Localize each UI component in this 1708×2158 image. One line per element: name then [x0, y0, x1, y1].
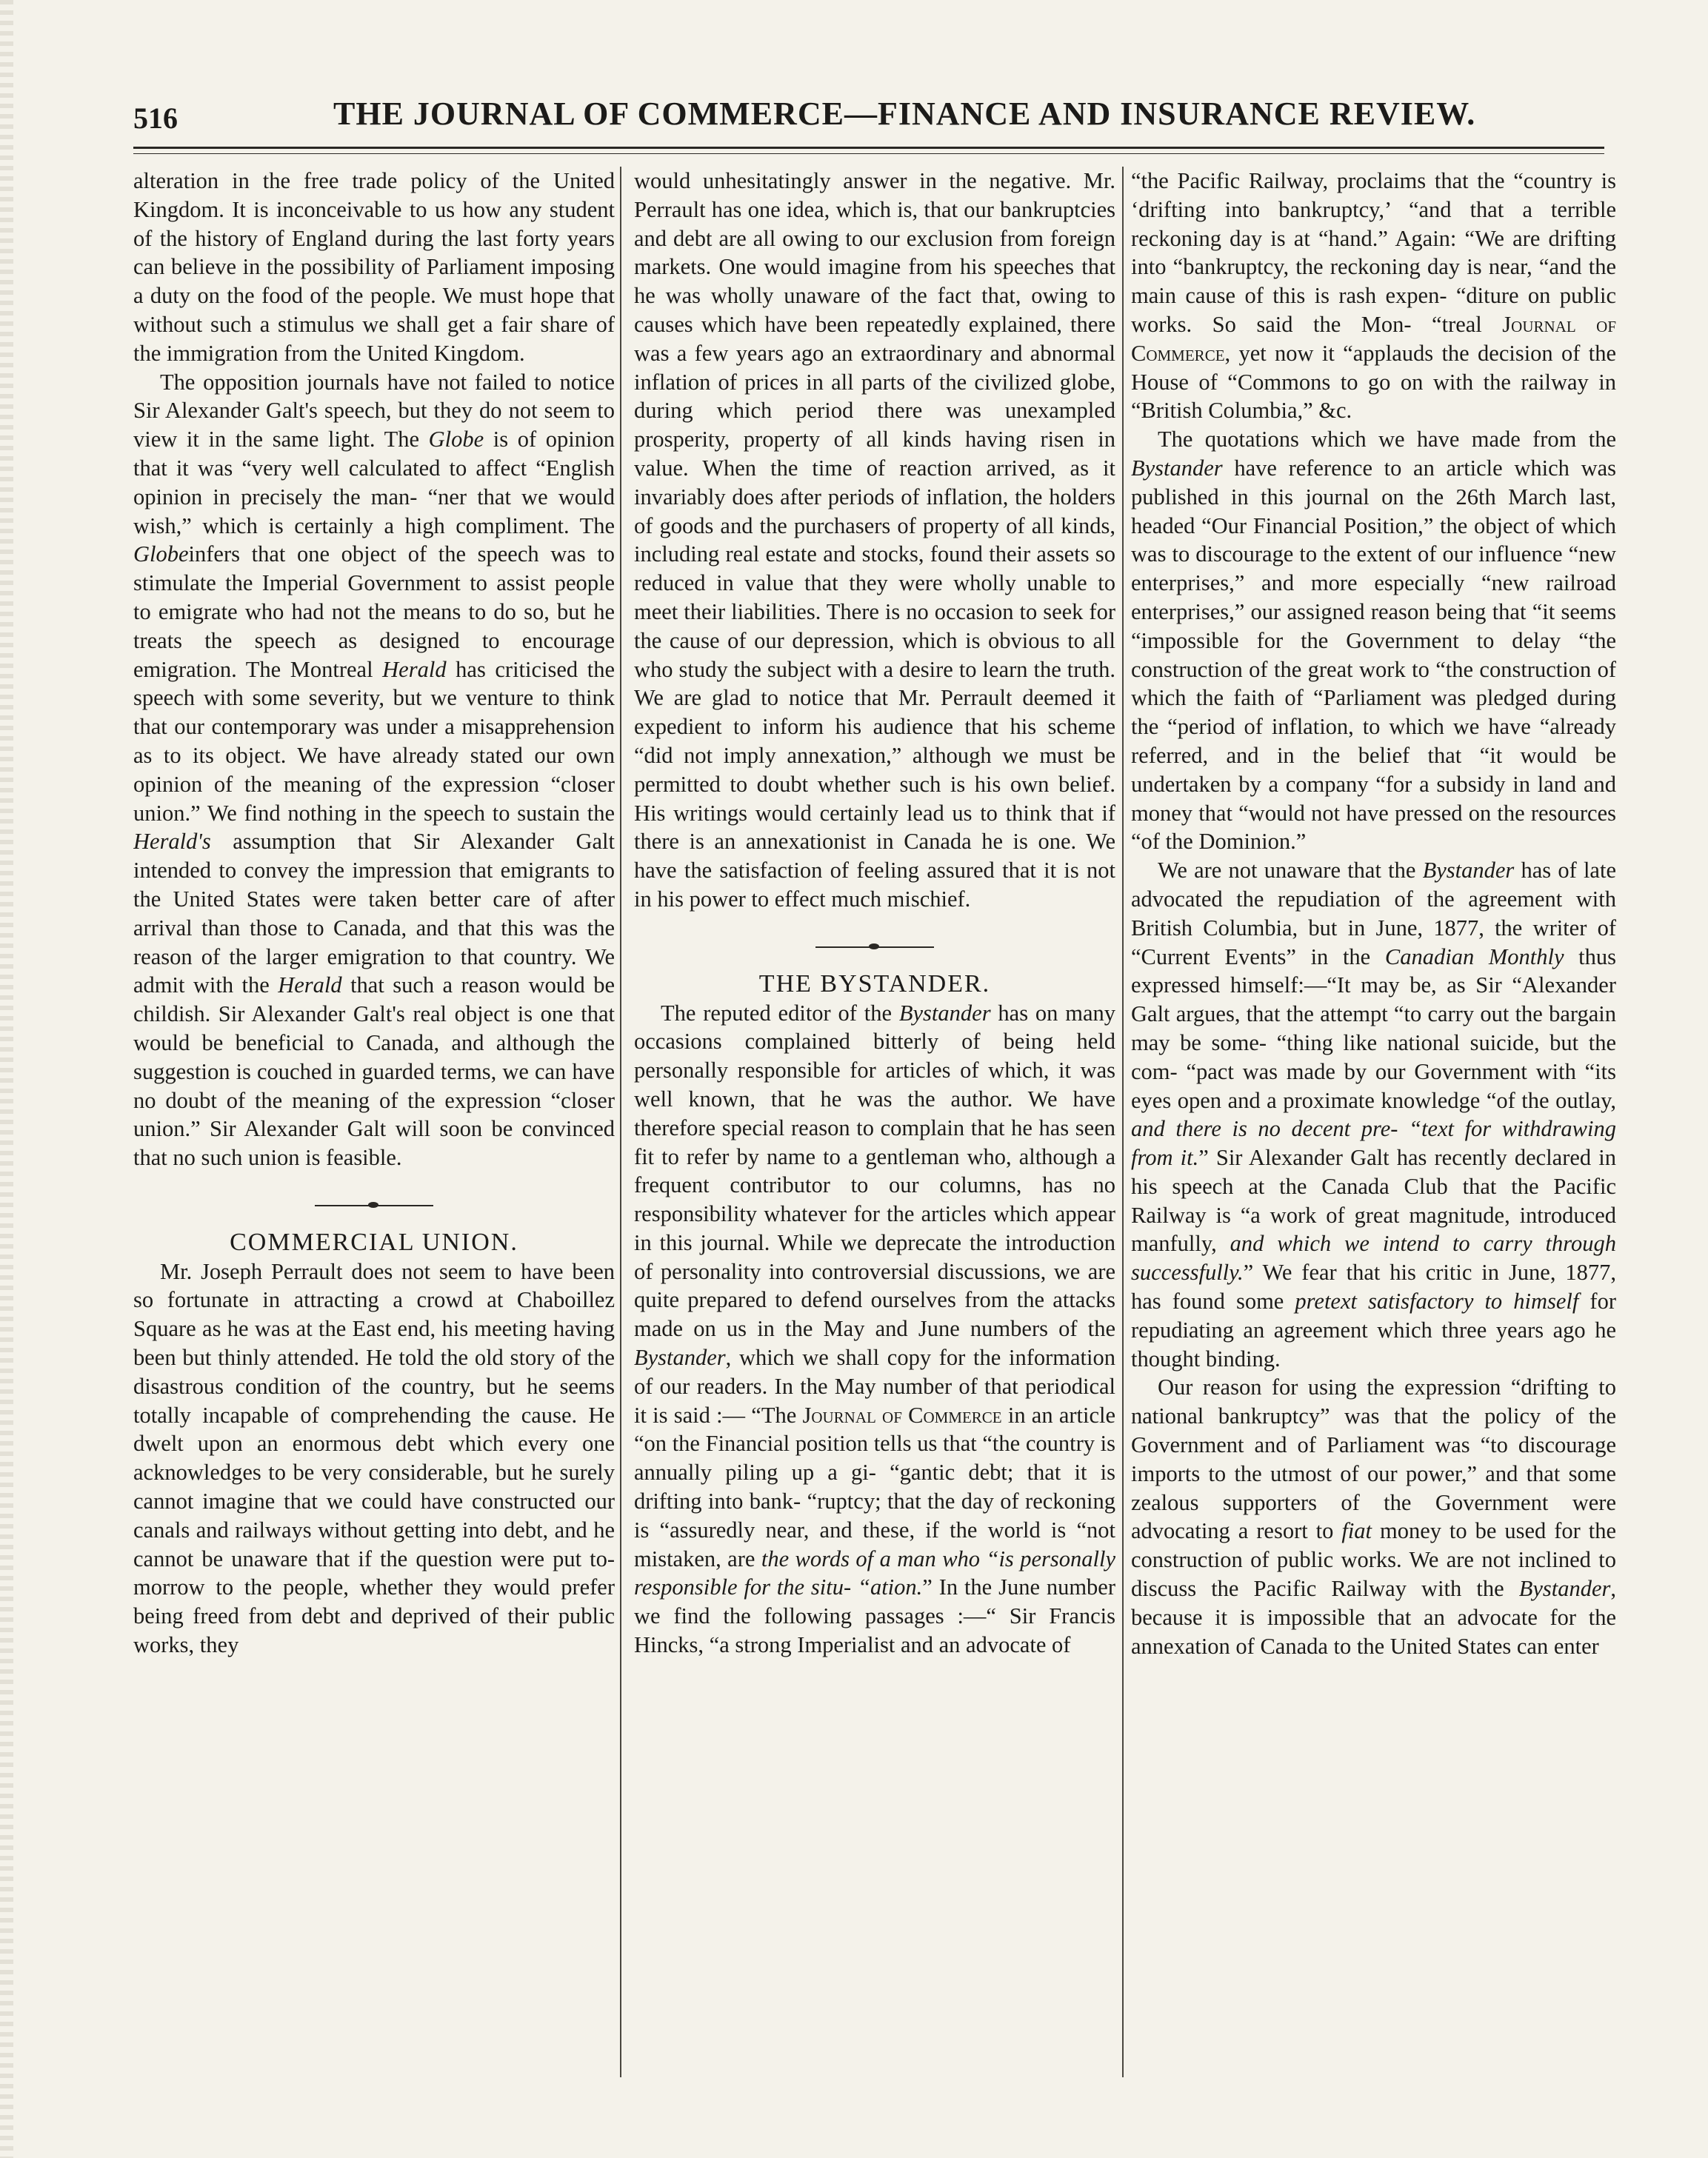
text-run: money to be used for the construction of public works. We are not inclined to discuss the Pacific Railway with the: [1131, 1518, 1616, 1602]
italic-run: fiat: [1341, 1518, 1372, 1544]
paragraph: alteration in the free trade policy of the United Kingdom. It is inconceivable to us how any student of the history of England during the last forty years can believe in the possibility of Parliament imposing a duty on the food of the people. We must hope that without such a stimulus we shall get a fair share of the immigration from the United Kingdom.: [133, 168, 615, 366]
italic-run: Bystander: [1131, 455, 1223, 481]
smallcaps-run: Journal of Commerce: [802, 1402, 1002, 1428]
text-run: has of late advocated the repudiation of the agreement with British Columbia, but in June, 1877, the writer of “Current Events” in the: [1131, 858, 1616, 969]
section-heading: COMMERCIAL UNION.: [230, 1228, 518, 1256]
section-heading: THE BYSTANDER.: [758, 969, 991, 998]
paragraph: [133, 368, 615, 1172]
paragraph: [1131, 425, 1616, 856]
italic-run: pretext satisfactory to himself: [1295, 1289, 1579, 1314]
text-run: infers that one object of the speech was to stimulate the Imperial Government to assist people to emigrate who had not the means to do so, but he treats the speech as designed to encourage emigration. The Montreal: [133, 541, 615, 682]
header-rule: [133, 147, 1604, 154]
column-3: [1131, 167, 1616, 2085]
italic-run: and there is no decent pre- “text for withdrawing from it.: [1131, 1116, 1616, 1171]
paragraph: [1131, 856, 1616, 1373]
italic-run: Bystander: [1422, 858, 1515, 883]
italic-run: Herald: [278, 972, 342, 998]
text-run: has on many occasions complained bitterly of being held personally responsible for articles of which, it was well known, that he was the author. We have therefore special reason to complain that he has seen fit to refer by name to a gentleman who, although a frequent contributor to our columns, has no responsibility whatever for the articles which appear in this journal. While we deprecate the introduction of personality into controversial discussions, we are quite prepared to defend ourselves from the attacks made on us in the May and June numbers of the: [634, 1000, 1115, 1342]
paragraph: Mr. Joseph Perrault does not seem to have been so fortunate in attracting a crowd at Chaboillez Square as he was at the East end, his meeting having been but thinly attended. He told the old story of the disastrous condition of the country, but he seems totally incapable of comprehending the cause. He dwelt upon an enormous debt which every one acknowledges to be very considerable, but he surely cannot imagine that we could have constructed our canals and railways without getting into debt, and he cannot be unaware that if the question were put to-morrow to the people, whether they would prefer being freed from debt and deprived of their public works, they: [133, 1258, 615, 1658]
italic-run: Bystander: [1518, 1576, 1611, 1602]
text-run: in an article “on the Financial position tells us that “the country is annually piling up a gi- “gantic debt; that it is drifting into bank- “ruptcy; that the day of reckoning is “assuredly near, and these, if the world is “not mistaken, are: [634, 1402, 1115, 1571]
text-run: Our reason for using the expression “drifting to national bankruptcy” was that the policy of the Government and of Parliament was “to discourage imports to the utmost of our power,” and that some zealous supporters of the Government were advocating a resort to: [1131, 1374, 1616, 1544]
text-run: ” In the June number we find the following passages :—“ Sir Francis Hincks, “a strong Imperialist and an advocate of: [634, 1574, 1115, 1658]
italic-run: Herald: [382, 656, 447, 682]
italic-run: Bystander: [898, 1000, 991, 1026]
text-run: “the Pacific Railway, proclaims that the “country is ‘drifting into bankruptcy,’ “and that a terrible reckoning day is at “hand.” Again: “We are drifting into “bankruptcy, the reckoning day is near, “and the main cause of this is rash expen- “diture on public works. So said the Mon- “treal: [1131, 168, 1616, 337]
column-divider: [620, 167, 621, 2077]
italic-run: Herald's: [133, 829, 211, 855]
text-run: , because it is impossible that an advocate for the annexation of Canada to the United States can enter: [1131, 1576, 1616, 1659]
paragraph: [634, 999, 1115, 1660]
paragraph: [1131, 167, 1616, 425]
italic-run: the words of a man who “is personally responsible for the situ- “ation.: [634, 1546, 1115, 1600]
text-run: have reference to an article which was published in this journal on the 26th March last, headed “Our Financial Position,” the object of which was to discourage to the extent of our influence “new enterprises,” and more especially “new railroad enterprises,” our assigned reason being that “it seems “impossible for the Government to delay “the construction of the great work to “the construction of which the faith of “Parliament was pledged during the “period of inflation, to which we have “already referred, and in the belief that “it would be undertaken by a company “for a subsidy in land and money that “would not have pressed on the resources “of the Dominion.”: [1131, 455, 1616, 855]
text-run: thus expressed himself:—“It may be, as Sir “Alexander Galt argues, that the attempt “to carry out the bargain may be some- “thing like national suicide, but the com- “pact was made by our Government with “its eyes open and a proximate knowledge “of the outlay,: [1131, 943, 1616, 1113]
italic-run: and which we intend to carry through successfully.: [1131, 1231, 1616, 1286]
italic-run: Globe: [133, 541, 189, 567]
text-run: ” We fear that his critic in June, 1877, has found some: [1131, 1260, 1616, 1314]
section-divider: [315, 1205, 433, 1206]
italic-run: Globe: [428, 427, 484, 452]
section-divider: [815, 946, 934, 948]
text-run: that such a reason would be childish. Sir Alexander Galt's real object is one that would be beneficial to Canada, and although the suggestion is couched in guarded terms, we can have no doubt of the meaning of the expression “closer union.” Sir Alexander Galt will soon be convinced that no such union is feasible.: [133, 972, 615, 1171]
text-run: for repudiating an agreement which three years ago he thought binding.: [1131, 1289, 1616, 1372]
column-2: [634, 167, 1115, 2085]
text-run: , yet now it “applauds the decision of the House of “Commons to go on with the railway in “British Columbia,” &c.: [1131, 340, 1616, 424]
text-run: The quotations which we have made from the: [1158, 427, 1616, 452]
column-divider: [1122, 167, 1124, 2077]
page-header: [133, 89, 1597, 148]
text-run: ” Sir Alexander Galt has recently declared in his speech at the Canada Club that the Pacific Railway is “a work of great magnitude, introduced manfully,: [1131, 1145, 1616, 1257]
text-run: has criticised the speech with some severity, but we venture to think that our contemporary was under a misapprehension as to its object. We have already stated our own opinion of the meaning of the expression “closer union.” We find nothing in the speech to sustain the: [133, 656, 615, 826]
text-run: , which we shall copy for the information of our readers. In the May number of that periodical it is said :— “The: [634, 1345, 1115, 1428]
text-run: is of opinion that it was “very well calculated to affect “English opinion in precisely the man- “ner that we would wish,” which is certainly a high compliment. The: [133, 427, 615, 538]
smallcaps-run: Journal of Commerce: [1131, 311, 1616, 366]
italic-run: Bystander: [634, 1345, 726, 1371]
page-edge: [0, 0, 13, 2158]
text-run: We are not unaware that the: [1158, 858, 1423, 883]
text-run: The opposition journals have not failed to notice Sir Alexander Galt's speech, but they do not seem to view it in the same light. The: [133, 369, 615, 452]
paragraph: would unhesitatingly answer in the negative. Mr. Perrault has one idea, which is, that our bankruptcies and debt are all owing to our exclusion from foreign markets. One would imagine from his speeches that he was wholly unaware of the fact that, owing to causes which have been repeatedly explained, there was a few years ago an extraordinary and abnormal inflation of prices in all parts of the civilized globe, during which period there was unexampled prosperity, property of all kinds having risen in value. When the time of reaction arrived, as it invariably does after periods of inflation, the holders of goods and the purchasers of property of all kinds, including real estate and stocks, found their assets so reduced in value that they were wholly unable to meet their liabilities. There is no occasion to seek for the cause of our depression, which is obvious to all who study the subject with a desire to learn the truth. We are glad to notice that Mr. Perrault deemed it expedient to inform his audience that his scheme “did not imply annexation,” although we must be permitted to doubt whether such is his own belief. His writings would certainly lead us to think that if there is an annexationist in Canada he is one. We have the satisfaction of feeling assured that it is not in his power to effect much mischief.: [634, 168, 1115, 912]
page-number: 516: [133, 101, 178, 135]
text-run: assumption that Sir Alexander Galt intended to convey the impression that emigrants to the United States were taken better care of after arrival than those to Canada, and that this was the reason of the larger emigration to that country. We admit with the: [133, 829, 615, 998]
text-run: The reputed editor of the: [661, 1000, 899, 1026]
paragraph: [1131, 1373, 1616, 1660]
running-title: THE JOURNAL OF COMMERCE—FINANCE AND INSURANCE REVIEW.: [333, 96, 1476, 132]
column-1: [133, 167, 615, 2085]
italic-run: Canadian Monthly: [1384, 943, 1564, 969]
